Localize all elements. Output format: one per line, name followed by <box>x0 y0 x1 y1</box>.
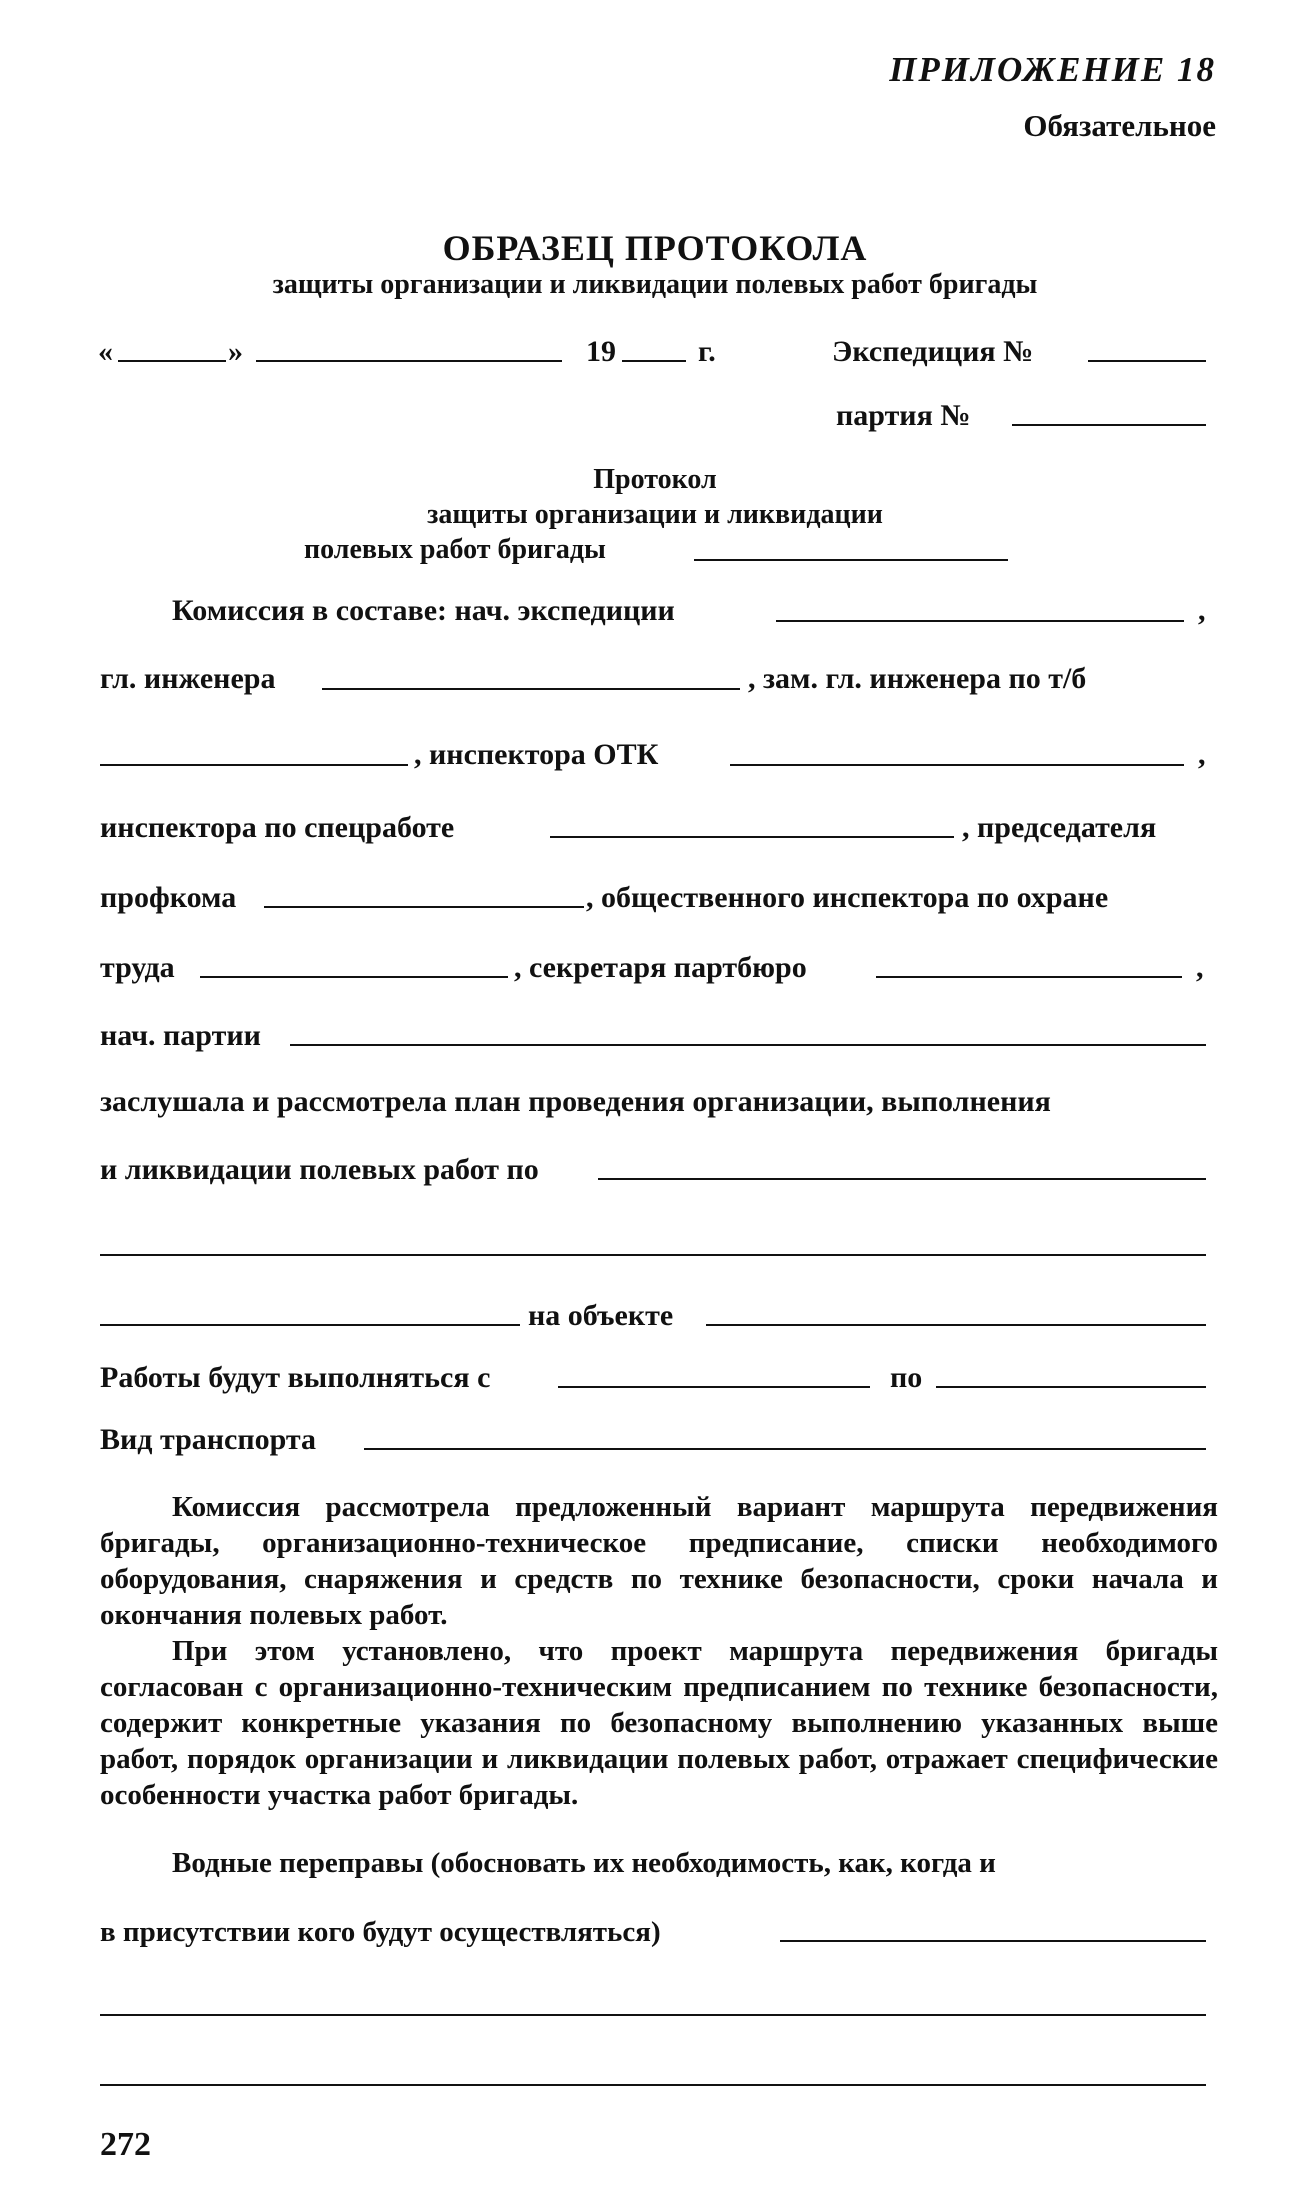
commission-intro-label: Комиссия в составе: нач. экспедиции <box>172 594 675 627</box>
expedition-label: Экспедиция № <box>832 335 1034 368</box>
date-close-quote: » <box>228 335 243 368</box>
party-secretary-field[interactable] <box>876 976 1182 978</box>
start-date-field[interactable] <box>558 1386 870 1388</box>
commission-review-paragraph <box>100 1489 1218 1633</box>
year-prefix: 19 <box>586 335 616 368</box>
chairman-label: , председателя <box>962 811 1157 844</box>
object-field[interactable] <box>706 1324 1206 1326</box>
year-suffix: г. <box>698 335 716 368</box>
trade-union-label: профкома <box>100 881 237 914</box>
party-head-label: нач. партии <box>100 1019 261 1052</box>
date-open-quote: « <box>98 335 113 368</box>
end-date-field[interactable] <box>936 1386 1206 1388</box>
chief-engineer-field[interactable] <box>322 688 740 690</box>
transport-field[interactable] <box>364 1448 1206 1450</box>
party-head-field[interactable] <box>290 1044 1206 1046</box>
year-field[interactable] <box>622 360 686 362</box>
deputy-engineer-label: , зам. гл. инженера по т/б <box>748 662 1087 695</box>
appendix-status: Обязательное <box>1023 108 1216 143</box>
comma: , <box>1196 951 1204 984</box>
water-crossings-continuation-field[interactable] <box>100 2014 1206 2016</box>
water-crossings-field[interactable] <box>780 1940 1206 1942</box>
party-label: партия № <box>836 399 971 432</box>
field-works-continuation-field[interactable] <box>100 1254 1206 1256</box>
field-works-field[interactable] <box>598 1178 1206 1180</box>
labor-inspector-label: , общественного инспектора по охране <box>586 881 1109 914</box>
party-number-field[interactable] <box>1012 424 1206 426</box>
chief-engineer-label: гл. инженера <box>100 662 276 695</box>
protocol-heading: Протокол <box>593 464 717 495</box>
expedition-head-field[interactable] <box>776 620 1184 622</box>
month-field[interactable] <box>256 360 562 362</box>
transport-label: Вид транспорта <box>100 1423 317 1456</box>
party-secretary-label: , секретаря партбюро <box>514 951 807 984</box>
brigade-field[interactable] <box>694 559 1008 561</box>
water-crossings-text: Водные переправы (обосновать их необходимость, как, когда и <box>172 1847 996 1879</box>
document-title: ОБРАЗЕЦ ПРОТОКОЛА <box>442 228 868 268</box>
object-label: на объекте <box>528 1299 674 1332</box>
appendix-number: ПРИЛОЖЕНИЕ 18 <box>889 50 1216 89</box>
otk-inspector-field[interactable] <box>730 764 1184 766</box>
heard-considered-text: заслушала и рассмотрела план проведения организации, выполнения <box>100 1085 1051 1118</box>
water-crossings-continuation-field[interactable] <box>100 2084 1206 2086</box>
paragraph-text: При этом установлено, что проект маршрута передвижения бригады согласован с организационно-техническим предписанием по технике безопасности, содержит конкретные указания по безопасному выполнению указанных выше работ, порядок организации и ликвидации полевых работ, отражает специфические особенности участка работ бригады. <box>100 1635 1218 1811</box>
work-description-field[interactable] <box>100 1324 520 1326</box>
labor-label: труда <box>100 951 175 984</box>
paragraph-text: Комиссия рассмотрела предложенный вариант маршрута передвижения бригады, организационно-техническое предписание, списки необходимого оборудования, снаряжения и средств по технике безопасности, сроки начала и окончания полевых работ. <box>100 1491 1218 1631</box>
special-works-inspector-label: инспектора по спецработе <box>100 811 455 844</box>
document-subtitle: защиты организации и ликвидации полевых работ бригады <box>272 269 1038 300</box>
water-crossings-presence-label: в присутствии кого будут осуществляться) <box>100 1916 661 1948</box>
special-works-inspector-field[interactable] <box>550 836 954 838</box>
findings-paragraph <box>100 1633 1218 1813</box>
page-number: 272 <box>100 2126 151 2163</box>
protocol-subheading: защиты организации и ликвидации <box>427 499 883 530</box>
day-field[interactable] <box>118 360 226 362</box>
work-period-label: Работы будут выполняться с <box>100 1361 491 1394</box>
labor-inspector-field[interactable] <box>200 976 508 978</box>
protocol-brigade-label: полевых работ бригады <box>304 534 606 565</box>
to-label: по <box>890 1361 923 1394</box>
otk-inspector-label: , инспектора ОТК <box>414 738 659 771</box>
field-works-label: и ликвидации полевых работ по <box>100 1153 539 1186</box>
trade-union-field[interactable] <box>264 906 584 908</box>
deputy-engineer-field[interactable] <box>100 764 408 766</box>
comma: , <box>1198 594 1206 627</box>
expedition-number-field[interactable] <box>1088 360 1206 362</box>
comma: , <box>1198 738 1206 771</box>
